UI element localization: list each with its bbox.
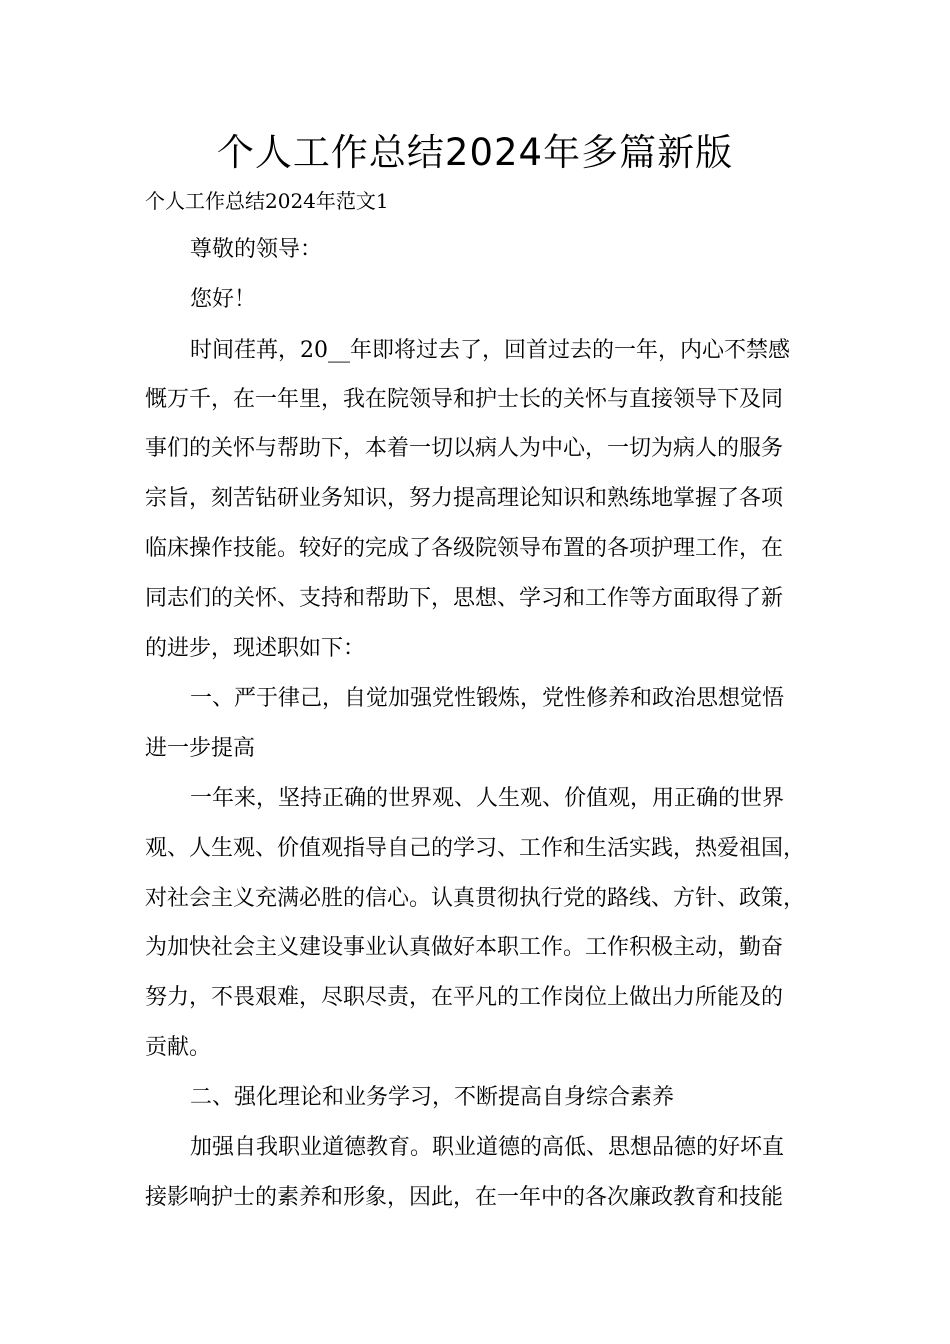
document-subtitle: 个人工作总结2024年范文1 [145,189,389,213]
body-line: 为加快社会主义建设事业认真做好本职工作。工作积极主动，勤奋 [145,935,784,960]
body-line: 对社会主义充满必胜的信心。认真贯彻执行党的路线、方针、政策， [145,886,806,911]
body-line: 同志们的关怀、支持和帮助下，思想、学习和工作等方面取得了新 [145,586,784,611]
body-line: 的进步，现述职如下： [145,636,366,661]
body-line: 一年来，坚持正确的世界观、人生观、价值观，用正确的世界 [190,786,785,811]
body-line: 时间荏苒，20__年即将过去了，回首过去的一年，内心不禁感 [190,338,790,363]
body-line: 慨万千，在一年里，我在院领导和护士长的关怀与直接领导下及同 [145,387,784,412]
body-line: 接影响护士的素养和形象，因此，在一年中的各次廉政教育和技能 [145,1185,784,1210]
body-line: 事们的关怀与帮助下，本着一切以病人为中心，一切为病人的服务 [145,436,784,461]
section-heading-line: 进一步提高 [145,736,256,761]
salutation-line: 尊敬的领导： [190,237,323,262]
document-title: 个人工作总结2024年多篇新版 [216,131,734,174]
body-line: 临床操作技能。较好的完成了各级院领导布置的各项护理工作，在 [145,536,784,561]
section-heading-line: 二、强化理论和业务学习，不断提高自身综合素养 [190,1085,675,1110]
body-line: 宗旨，刻苦钻研业务知识，努力提高理论知识和熟练地掌握了各项 [145,486,784,511]
body-line: 贡献。 [145,1035,212,1060]
body-line: 努力，不畏艰难，尽职尽责，在平凡的工作岗位上做出力所能及的 [145,985,784,1010]
body-line: 观、人生观、价值观指导自己的学习、工作和生活实践，热爱祖国， [145,836,806,861]
greeting-line: 您好！ [190,287,257,312]
body-line: 加强自我职业道德教育。职业道德的高低、思想品德的好坏直 [190,1135,785,1160]
section-heading-line: 一、严于律己，自觉加强党性锻炼，党性修养和政治思想觉悟 [190,686,785,711]
